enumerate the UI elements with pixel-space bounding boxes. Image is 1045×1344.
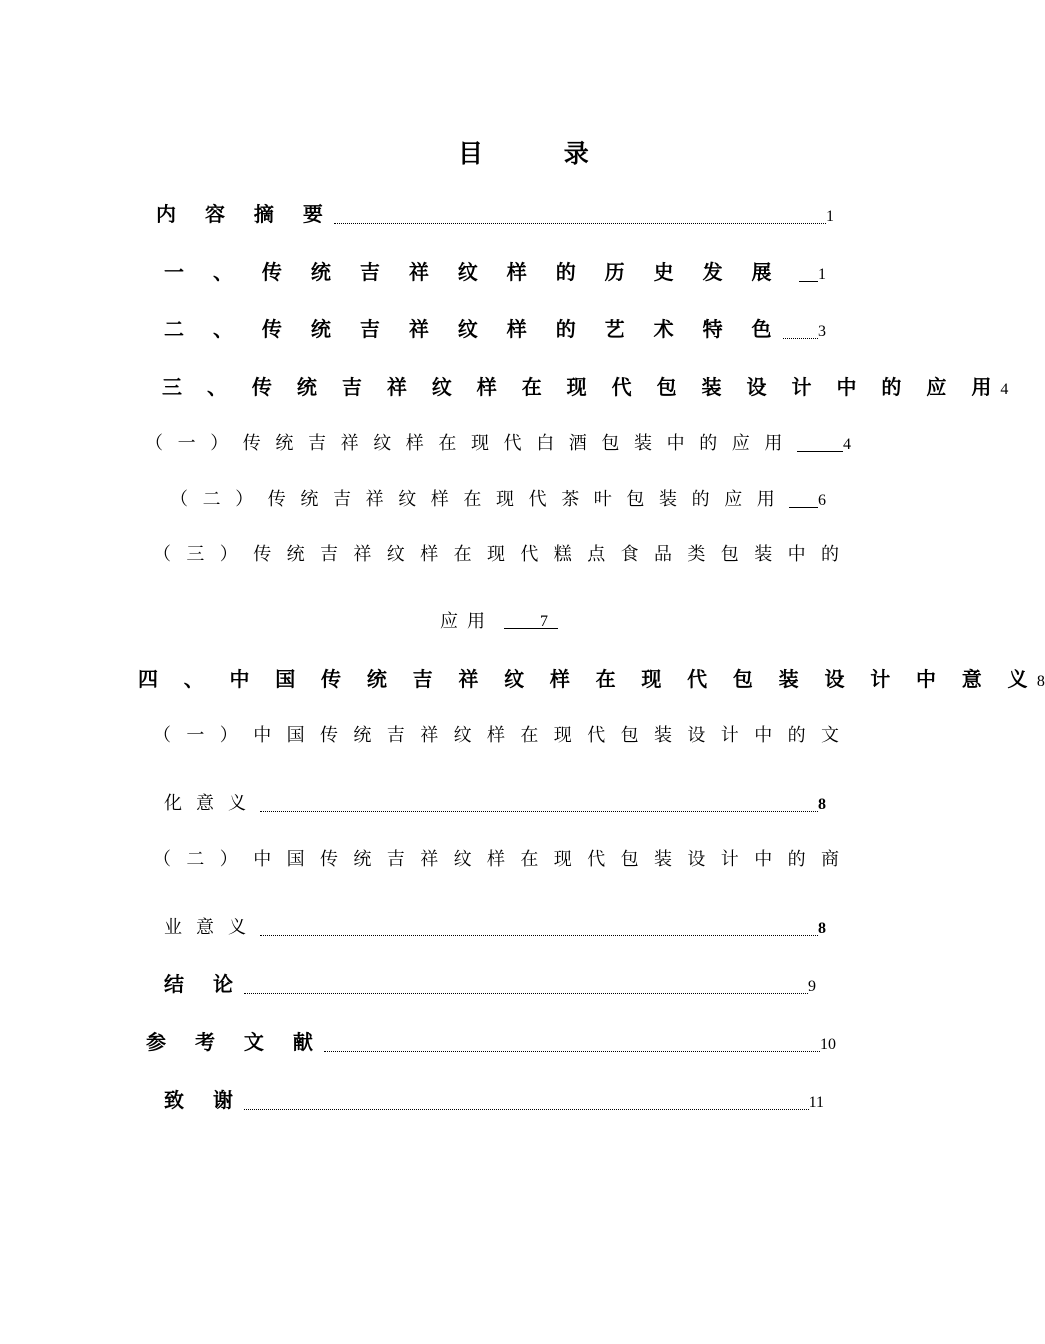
toc-entry-section-4-2-line2[interactable] xyxy=(164,915,826,942)
toc-page-number: 9 xyxy=(808,978,816,995)
toc-leader xyxy=(244,1109,809,1110)
toc-leader xyxy=(334,223,826,224)
toc-page-number: 4 xyxy=(1000,381,1009,398)
toc-page-number: 10 xyxy=(820,1036,836,1053)
toc-entry-label: 四 、 中 国 传 统 吉 祥 纹 样 在 现 代 包 装 设 计 中 意 义 xyxy=(138,667,1037,691)
toc-entry-conclusion[interactable] xyxy=(164,971,816,1000)
toc-entry-chapter-2[interactable] xyxy=(164,316,826,345)
toc-entry-label: 二 、 传 统 吉 祥 纹 样 的 艺 术 特 色 xyxy=(164,317,783,341)
toc-page-number: 11 xyxy=(808,1094,824,1111)
toc-entry-label: 三 、 传 统 吉 祥 纹 样 在 现 代 包 装 设 计 中 的 应 用 xyxy=(162,375,1001,399)
toc-page-number: 8 xyxy=(818,796,826,813)
toc-entry-chapter-4[interactable] xyxy=(138,666,1045,695)
toc-entry-chapter-3[interactable] xyxy=(162,374,1009,403)
toc-page-number: 6 xyxy=(818,492,826,509)
toc-entry-label: （一）传统吉祥纹样在现代白酒包装中的应用 xyxy=(145,433,797,454)
toc-leader xyxy=(789,507,818,508)
toc-entry-chapter-1[interactable] xyxy=(164,259,826,288)
toc-entry-label: 应用 xyxy=(440,611,494,632)
toc-entry-section-4-2-line1[interactable]: （二）中国传统吉祥纹样在现代包装设计中的商 xyxy=(153,849,855,870)
toc-title: 目 录 xyxy=(458,139,625,168)
toc-page-number: 7 xyxy=(540,613,548,630)
toc-page-number: 1 xyxy=(818,266,826,283)
toc-page-number: 4 xyxy=(843,436,851,453)
toc-leader xyxy=(783,338,818,339)
toc-page-number: 1 xyxy=(826,208,834,225)
toc-leader xyxy=(260,811,818,812)
toc-entry-label: 内 容 摘 要 xyxy=(156,202,334,226)
toc-leader xyxy=(797,451,843,452)
toc-leader xyxy=(799,281,818,282)
toc-entry-abstract[interactable] xyxy=(156,201,834,230)
toc-entry-section-3-3-line1[interactable]: （三）传统吉祥纹样在现代糕点食品类包装中的 xyxy=(153,544,855,565)
toc-entry-section-3-2[interactable] xyxy=(170,487,826,514)
toc-entry-label: 业意义 xyxy=(164,917,260,938)
toc-leader xyxy=(504,628,558,629)
toc-entry-label: 参 考 文 献 xyxy=(146,1030,324,1054)
toc-leader xyxy=(260,935,818,936)
toc-entry-acknowledgements[interactable] xyxy=(164,1087,824,1116)
toc-entry-references[interactable] xyxy=(146,1029,836,1058)
toc-leader xyxy=(244,993,808,994)
toc-entry-section-4-1-line1[interactable]: （一）中国传统吉祥纹样在现代包装设计中的文 xyxy=(153,725,855,746)
toc-leader xyxy=(324,1051,820,1052)
toc-entry-label: 一 、 传 统 吉 祥 纹 样 的 历 史 发 展 xyxy=(164,260,783,284)
toc-entry-label: 致 谢 xyxy=(164,1088,244,1112)
toc-page-number: 8 xyxy=(818,920,826,937)
toc-entry-section-3-1[interactable] xyxy=(145,431,851,458)
toc-page-number: 8 xyxy=(1036,673,1045,690)
toc-entry-section-3-3-line2[interactable] xyxy=(440,609,558,635)
toc-entry-label: 化意义 xyxy=(164,793,260,814)
toc-entry-label: 结 论 xyxy=(164,972,244,996)
toc-page-number: 3 xyxy=(818,323,826,340)
toc-entry-label: （二）传统吉祥纹样在现代茶叶包装的应用 xyxy=(170,489,790,510)
toc-entry-section-4-1-line2[interactable] xyxy=(164,791,826,818)
